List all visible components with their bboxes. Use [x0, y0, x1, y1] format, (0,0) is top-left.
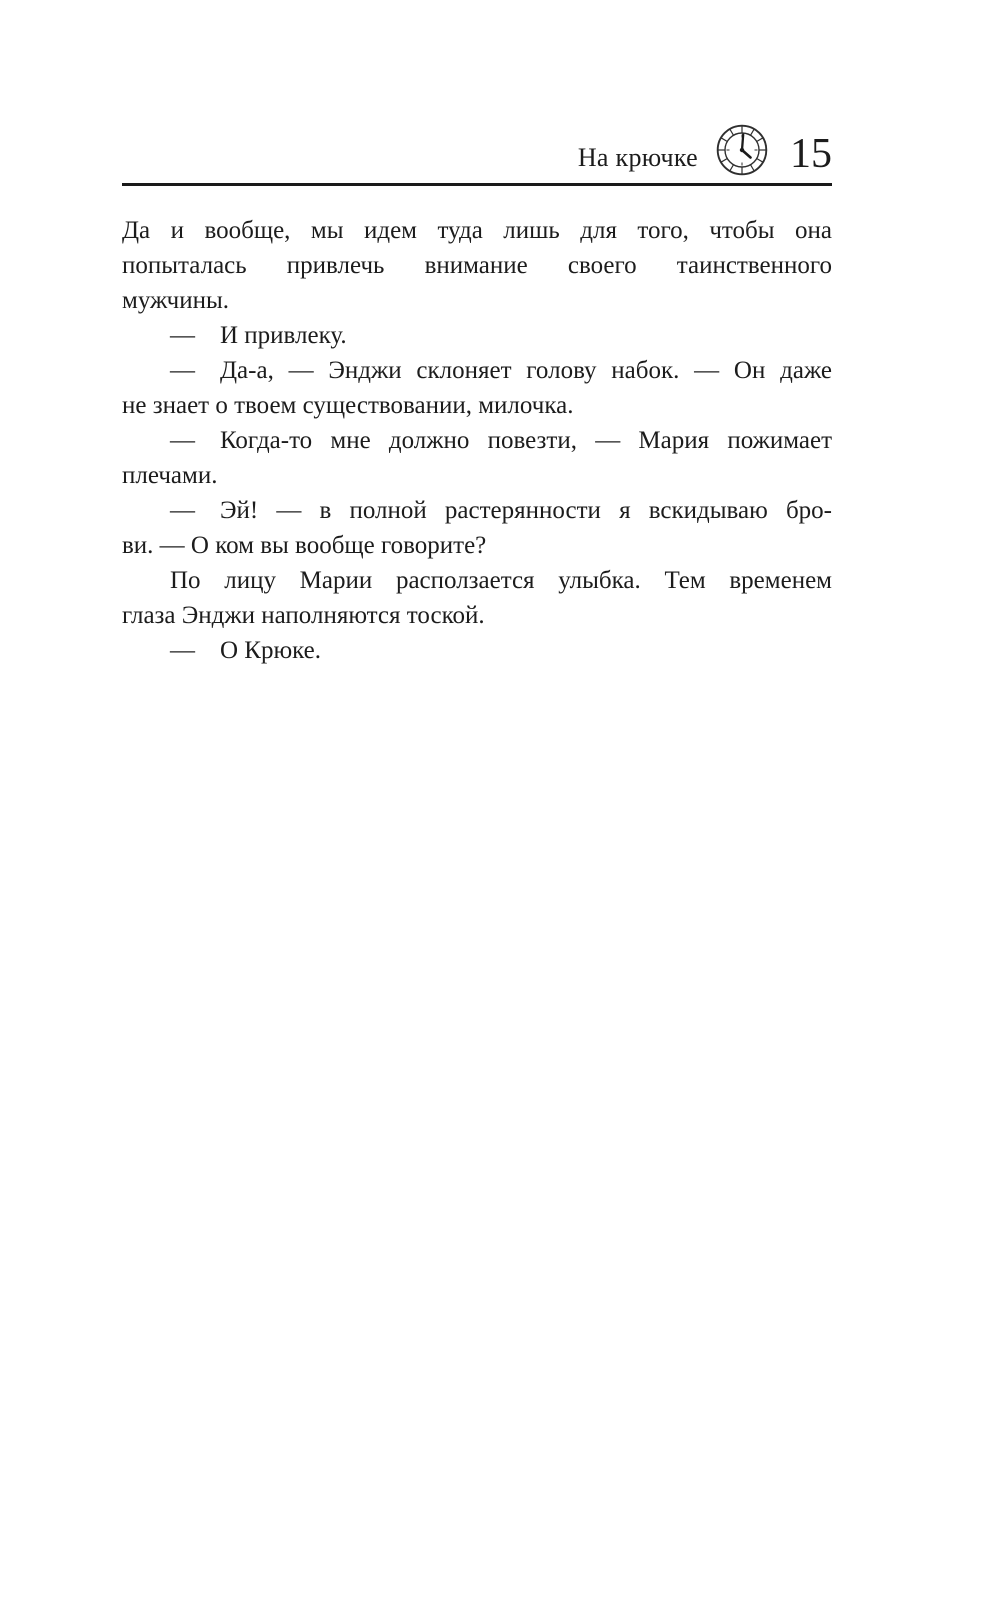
text-line: — Да-а, — Энджи склоняет голову набок. — Он даже: [170, 357, 832, 384]
paragraph: [122, 353, 832, 423]
paragraph: [122, 423, 832, 493]
text-line: — Эй! — в полной растерянности я вскидываю бро-: [170, 497, 832, 524]
text-line: не знает о твоем существовании, милочка.: [122, 392, 574, 419]
text-line: попыталась привлечь внимание своего таинственного: [122, 252, 832, 279]
running-title: На крючке: [577, 143, 698, 172]
text-line: плечами.: [122, 462, 218, 489]
paragraph: [122, 318, 832, 353]
text-line: ви. — О ком вы вообще говорите?: [122, 532, 487, 559]
text-line: По лицу Марии расползается улыбка. Тем временем: [170, 567, 832, 594]
text-line: — Когда-то мне должно повезти, — Мария пожимает: [170, 427, 832, 454]
text-line: глаза Энджи наполняются тоской.: [122, 602, 485, 629]
running-header: [122, 124, 832, 176]
paragraph: [122, 563, 832, 633]
header-rule: [122, 183, 832, 186]
page-number: 15: [790, 131, 832, 177]
paragraph: [122, 633, 832, 668]
paragraph: [122, 213, 832, 318]
text-line: — И привлеку.: [170, 322, 347, 349]
paragraph: [122, 493, 832, 563]
page-body: [122, 213, 832, 668]
text-line: Да и вообще, мы идем туда лишь для того, чтобы она: [122, 217, 832, 244]
text-line: мужчины.: [122, 287, 230, 314]
clock-icon: [716, 124, 768, 176]
text-line: — О Крюке.: [170, 637, 322, 664]
